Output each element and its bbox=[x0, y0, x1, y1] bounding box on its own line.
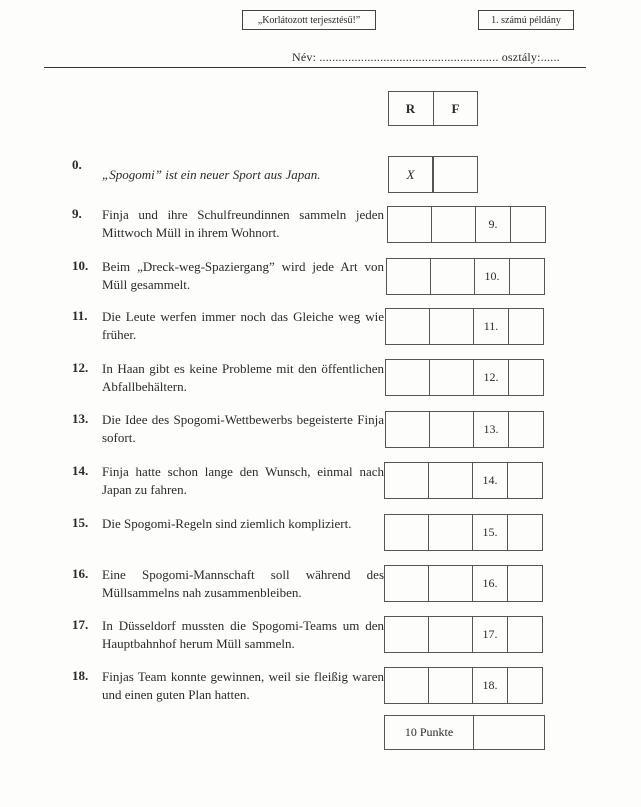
answer-cell-f[interactable] bbox=[431, 206, 476, 243]
score-cell bbox=[508, 359, 544, 396]
reference-number-cell: 11. bbox=[473, 308, 509, 345]
question-statement: In Haan gibt es keine Probleme mit den öffentlichen Abfallbehältern. bbox=[102, 361, 384, 394]
answer-cell-f[interactable] bbox=[428, 565, 473, 602]
example-answer-r: X bbox=[388, 156, 433, 193]
score-cell bbox=[507, 514, 543, 551]
answer-cell-f[interactable] bbox=[429, 308, 474, 345]
question-statement: Finja hatte schon lange den Wunsch, einmal nach Japan zu fahren. bbox=[102, 464, 384, 497]
answer-cell-r[interactable] bbox=[384, 514, 429, 551]
answer-cell-f[interactable] bbox=[428, 667, 473, 704]
answer-cell-f[interactable] bbox=[430, 258, 475, 295]
score-cell bbox=[510, 206, 546, 243]
question-statement: Beim „Dreck-weg-Spaziergang” wird jede Art von Müll gesammelt. bbox=[102, 259, 384, 292]
answer-cell-r[interactable] bbox=[385, 359, 430, 396]
question-statement: Finjas Team konnte gewinnen, weil sie fleißig waren und einen guten Plan hatten. bbox=[102, 669, 384, 702]
question-statement: Eine Spogomi-Mannschaft soll während des Müllsammelns nah zusammenbleiben. bbox=[102, 567, 384, 600]
answer-cell-r[interactable] bbox=[387, 206, 432, 243]
score-cell bbox=[507, 616, 543, 653]
example-number: 0. bbox=[72, 157, 82, 172]
question-statement: In Düsseldorf mussten die Spogomi-Teams um den Hauptbahnhof herum Müll sammeln. bbox=[102, 618, 384, 651]
reference-number-cell: 16. bbox=[472, 565, 508, 602]
question-statement: Die Idee des Spogomi-Wettbewerbs begeisterte Finja sofort. bbox=[102, 412, 384, 445]
answer-cell-r[interactable] bbox=[384, 462, 429, 499]
restricted-distribution-stamp: „Korlátozott terjesztésű!” bbox=[242, 10, 376, 30]
answer-cell-r[interactable] bbox=[385, 308, 430, 345]
answer-cell-f[interactable] bbox=[429, 411, 474, 448]
question-number: 13. bbox=[72, 411, 89, 426]
reference-number-cell: 12. bbox=[473, 359, 509, 396]
score-cell bbox=[509, 258, 545, 295]
reference-number-cell: 13. bbox=[473, 411, 509, 448]
question-number: 9. bbox=[72, 206, 82, 221]
score-cell bbox=[507, 667, 543, 704]
question-number: 10. bbox=[72, 258, 89, 273]
example-answer-f bbox=[433, 156, 478, 193]
score-cell bbox=[508, 411, 544, 448]
reference-number-cell: 10. bbox=[474, 258, 510, 295]
answer-cell-r[interactable] bbox=[386, 258, 431, 295]
question-statement: Finja und ihre Schulfreundinnen sammeln jeden Mittwoch Müll in ihrem Wohnort. bbox=[102, 207, 384, 240]
column-header-r: R bbox=[405, 100, 416, 116]
answer-cell-f[interactable] bbox=[428, 616, 473, 653]
reference-number-cell: 9. bbox=[475, 206, 511, 243]
question-number: 17. bbox=[72, 617, 89, 632]
score-cell bbox=[507, 565, 543, 602]
question-number: 14. bbox=[72, 463, 89, 478]
name-class-line: Név: ........................................................ osztály:...... bbox=[292, 50, 560, 64]
question-number: 16. bbox=[72, 566, 89, 581]
answer-cell-r[interactable] bbox=[384, 667, 429, 704]
score-cell bbox=[507, 462, 543, 499]
copy-number-stamp: 1. számú példány bbox=[478, 10, 574, 30]
answer-cell-r[interactable] bbox=[384, 616, 429, 653]
header-divider bbox=[44, 67, 586, 68]
question-statement: Die Spogomi-Regeln sind ziemlich kompliziert. bbox=[102, 516, 352, 531]
points-box bbox=[384, 715, 545, 750]
points-label: 10 Punkte bbox=[385, 716, 474, 749]
answer-cell-r[interactable] bbox=[385, 411, 430, 448]
answer-cell-f[interactable] bbox=[428, 462, 473, 499]
question-number: 12. bbox=[72, 360, 89, 375]
question-number: 15. bbox=[72, 515, 89, 530]
question-statement: Die Leute werfen immer noch das Gleiche weg wie früher. bbox=[102, 309, 384, 342]
reference-number-cell: 15. bbox=[472, 514, 508, 551]
column-header-f: F bbox=[451, 100, 460, 116]
answer-cell-f[interactable] bbox=[429, 359, 474, 396]
reference-number-cell: 18. bbox=[472, 667, 508, 704]
reference-number-cell: 14. bbox=[472, 462, 508, 499]
answer-cell-f[interactable] bbox=[428, 514, 473, 551]
example-statement: „Spogomi” ist ein neuer Sport aus Japan. bbox=[102, 167, 321, 182]
score-cell bbox=[508, 308, 544, 345]
question-number: 18. bbox=[72, 668, 89, 683]
reference-number-cell: 17. bbox=[472, 616, 508, 653]
question-number: 11. bbox=[72, 308, 88, 323]
answer-cell-r[interactable] bbox=[384, 565, 429, 602]
